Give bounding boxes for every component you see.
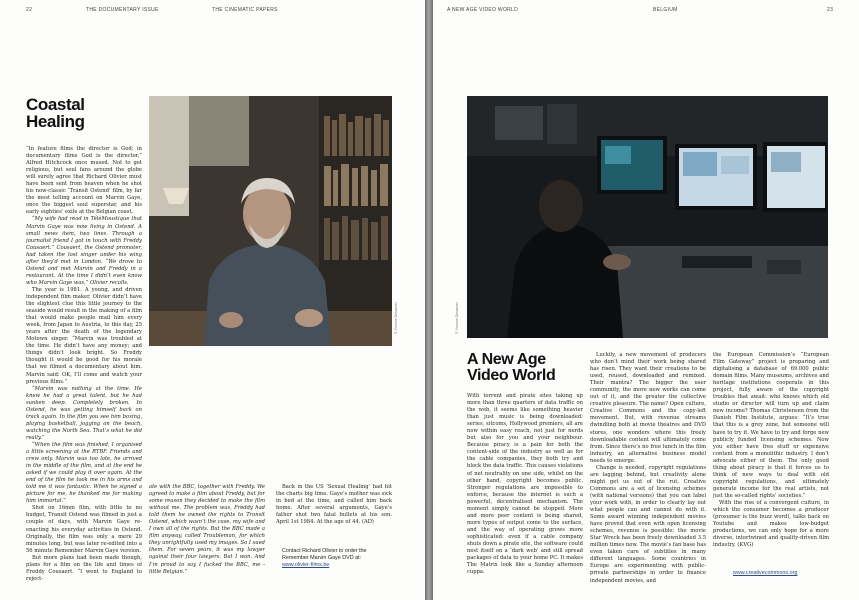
dvd-contact-text [282, 548, 392, 569]
right-column-1 [467, 393, 583, 593]
folio-title: A NEW AGE VIDEO WORLD [447, 7, 519, 13]
editing-suite-photo-image [467, 96, 828, 338]
paragraph: “When the film was finished, I organised a little screening at the RTBF. Friends and crew only. Marvin was too late, he arrived in the middle of the film, and at the end he asked if we could play it over again. At the end of the film he took me in his arms and told me it was fantastic. When he signed a picture for me, he thanked me for making him immortal.” [26, 441, 142, 505]
paragraph: The year is 1981. A young, and driven independent film maker, Olivier didn’t have the slightest clue this little journey to the seaside would result in the making of a film that would make people mail him every week, from Japan to Austria, to this day, 25 years after the death of the legendary Motown singer. “Marvin was troubled at the time. He didn’t have any money; and things didn’t look bright. So Freddy thought it would be good for his morale that we filmed a documentary about him. Marvin said: OK, I’ll come and watch your previous films.” [26, 286, 142, 385]
folio-country: BELGIUM [653, 7, 678, 13]
folio-page-number: 23 [827, 7, 834, 13]
olivier-films-link[interactable]: www.olivier-films.be [282, 562, 330, 568]
portrait-photo-image [149, 96, 392, 346]
paragraph: With the rise of a convergent culture, in which the consumer becomes a producer (prosumer is the buzz word), talks back on Youtube and makes low-budget productions, we can only hope for a more diverse, intertwined and quality-driven film industry. (KVG) [713, 499, 829, 549]
right-column-2 [590, 352, 706, 594]
paragraph: Change is needed, copyright regulations are lagging behind, but creativity alone might get us out of the rut. Creative Commons are a set of licensing schemes (with national versions) that you can label your work with, in order to clearly lay out what people can and cannot do with it. Some award winning independent movies have proved that even with open licensing schemes, revenue is possible: the movie Star Wreck has been freely downloaded 3.5 million times now. The movie’s fan base has even taken care of subtitles in many different languages. Some countries in Europe are experimenting with public-private partnerships in order to finance independent movies, and [590, 464, 706, 584]
article-headline [26, 96, 85, 131]
folio-section: THE DOCUMENTARY ISSUE [86, 7, 159, 13]
creativecommons-link[interactable]: www.creativecommons.org [733, 570, 798, 576]
folio-page-number: 22 [26, 7, 33, 13]
paragraph: the European Commission’s “European Film Gateway” project is preparing and digitalising a database of 69.000 public domain films. Many museums, archives and heritage institutions cooperate in this project, fully aware of the copyright troubles that await: who knows which old studio or director will turn up and claim new income? Thomas Christensen from the Danish Film Institute, argues: “It’s true that this is a grey zone, but someone will have to try it. We have to try and forge new publicly funded licensing schemes. Now you either have free stuff or expensive content from a monolithic industry. I don’t advocate either of them. The only good thing about piracy is that it forces us to think of new ways to deal with old copyright regulations, and ultimately generate income for the real artists, not just the so-called rights’ societies.” [713, 352, 829, 499]
portrait-photo [149, 96, 392, 346]
left-page [0, 0, 425, 600]
left-column-2 [149, 484, 265, 594]
left-column-3 [276, 484, 392, 544]
portrait-photo-credit: © Yvonne Desaever [394, 302, 398, 334]
paragraph: “My wife had read in TéléMoustique that Marvin Gaye was now living in Ostend. A small news item, two lines. Through a journalist friend I got in touch with Freddy Cousaert.” Cousaert, the Ostend promoter, had taken the lost singer under his wing after they’d met in London. “We drove to Ostend and met Marvin and Freddy in a restaurant. At the time I didn’t even know who Marvin Gaye was,” Olivier recalls. [26, 216, 142, 286]
paragraph: Shot on 16mm film, with little to no budget, Transit Ostend was filmed in just a couple of days, with Marvin Gaye re-enacting his everyday activities in Ostend. Originally, the film was only a mere 29 minutes long, but was later re-edited into a 56 minute Remember Marvin Gaye version. [26, 505, 142, 554]
paragraph: But more plans had been made though, plans for a film on the life and times of Freddy Cousaert. “I went to England to reject- [26, 554, 142, 582]
page-gutter [425, 0, 433, 600]
paragraph: Back in the US ‘Sexual Healing’ had hit the charts big time. Gaye’s mother was sick in bed at the time, and called him back home. After several arguments, Gaye’s father shot two fatal bullets at his son. April 1st 1984. At the age of 44. (AD) [276, 484, 392, 526]
paragraph: “Marvin was nothing at the time. He knew he had a great talent, but he had sunken deep. Completely broken. In Ostend, he was getting himself back on track again. In the film you see him boxing, playing basketball, jogging on the beach, watching the North Sea. That’s what he did really.” [26, 385, 142, 441]
headline-line: Coastal [26, 95, 85, 114]
paragraph: “In feature films the director is God; in documentary films God is the director,” Alfred Hitchcock once mused. Not to get religious, but soul fans around the globe will surely agree that Richard Olivier must have been sent from heaven when he shot his now-classic ‘Transit Ostend’ film, by far the most telling account on Marvin Gaye, once the biggest soul superstar, and his early eighties’ exile at the Belgian coast. [26, 146, 142, 216]
headline-line: Video World [467, 367, 556, 385]
paragraph: ate with the BBC, together with Freddy. We agreed to make a film about Freddy, but for some reason they decided to make the film without me. The problem was, Freddy had told them he owned the rights to Transit Ostend, which wasn’t the case, my wife and I own all of the rights. But the BBC made a film anyway, called Troubleman, for which they unrightfully used my images. So I sued them. For seven years, it was my lawyer against their four lawyers. But I won. And I’m proud to say I fucked the BBC, me - little Belgian.” [149, 484, 265, 575]
headline-line: Healing [26, 112, 85, 132]
article-headline [467, 352, 555, 385]
paragraph: With torrent and pirate sites taking up more than three quarters of data traffic on the web, it seems like something heavier than just music is being downloaded: series, sitcoms, Hollywood premiers, all are now within easy reach, not just for nerds but also for you and your neighbour. Because piracy is a pain for both the content-side of the industry as well as for the cable companies, they both try and block the data traffic. This causes violations of net neutrality on one side, whilst on the other hand, copyright becomes public. Stronger regulations are impossible to enforce, because the internet is such a powerful, decentralised mechanism. The moment simply cannot be stopped. More and more peer content is being shared, more types of output come to the surface, and the way of operating grows more sophisticated: even if a cable company shuts down a pirate site, the software could nest itself on a ‘dark web’ and still spread packages of data to your home PC. It makes The Matrix look like a Sunday afternoon cuppa. [467, 393, 583, 576]
right-page [433, 0, 859, 600]
contact-text: Contact Richard Olivier to order the Remember Marvin Gaye DVD at: [282, 548, 367, 561]
paragraph: Luckily, a new movement of producers who don’t mind their work being shared has risen. They want their creations to be used, reused, downloaded and remixed. Their mantra? The bigger the user community, the more new works can come out of it, and the greater the collective creative pleasure. The name? Open culture, Creative Commons and the copy-left movement. But, with revenue streams dwindling both at movie theatres and DVD stores, one wonders where this freely downloadable content will ultimately come from. Since there’s no free lunch in the film industry, an alternative business model needs to emerge. [590, 352, 706, 464]
folio-title: THE CINEMATIC PAPERS [212, 7, 278, 13]
left-column-1 [26, 146, 142, 594]
right-column-3 [713, 352, 829, 572]
editing-photo-credit: © Yvonne Desaever [455, 302, 459, 334]
headline-line: A New Age [467, 351, 546, 368]
editing-suite-photo [467, 96, 828, 338]
